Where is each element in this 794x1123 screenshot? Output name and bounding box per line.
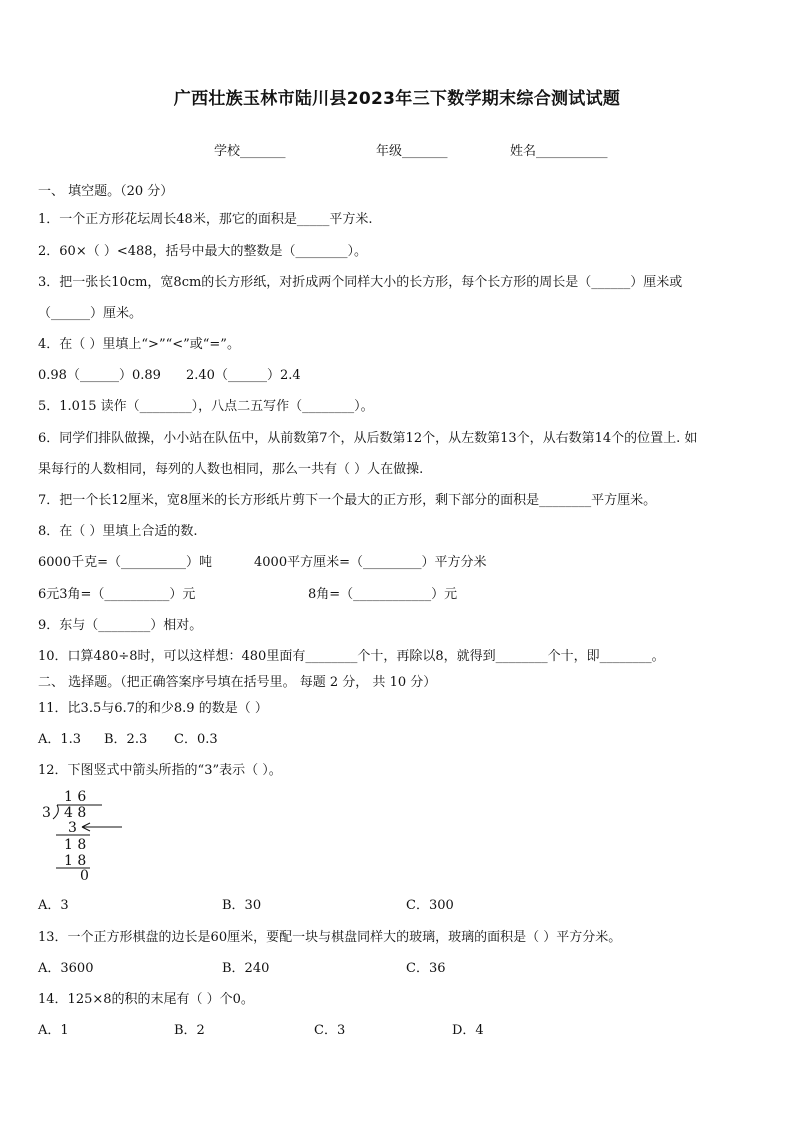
question-3-line-1: 3．把一张长10cm，宽8cm的长方形纸，对折成两个同样大小的长方形，每个长方形的周长是（______）厘米或 bbox=[38, 275, 683, 290]
question-8-item-c: 6元3角=（__________）元 bbox=[38, 587, 196, 602]
option-b: B．2.3 bbox=[104, 732, 148, 747]
division-remainder: 0 bbox=[80, 868, 89, 882]
long-division-figure bbox=[40, 786, 140, 882]
question-5: 5．1.015 读作（________），八点二五写作（________）。 bbox=[38, 399, 374, 414]
page-title: 广西壮族玉林市陆川县2023年三下数学期末综合测试试题 bbox=[173, 89, 621, 109]
option-c: C．36 bbox=[406, 961, 446, 976]
name-label: 姓名 bbox=[510, 144, 537, 159]
division-divisor: 3 bbox=[42, 805, 51, 821]
division-dividend: 4 8 bbox=[64, 805, 87, 821]
option-d: D．4 bbox=[452, 1023, 484, 1038]
option-a: A．1.3 bbox=[38, 732, 82, 747]
section-fill-blank: 一、 填空题。（20 分） bbox=[38, 184, 174, 199]
question-8: 8．在（ ）里填上合适的数. bbox=[38, 524, 198, 539]
question-2: 2．60×（ ）<488，括号中最大的整数是（________）。 bbox=[38, 244, 368, 259]
option-b: B．2 bbox=[174, 1023, 205, 1038]
school-blank: _______ bbox=[240, 144, 286, 159]
question-6-line-2: 果每行的人数相同，每列的人数也相同，那么一共有（ ）人在做操. bbox=[38, 462, 424, 477]
grade-label: 年级 bbox=[376, 144, 403, 159]
option-c: C．3 bbox=[314, 1023, 346, 1038]
option-a: A．3600 bbox=[38, 961, 94, 976]
question-4-item-b: 2.40（______）2.4 bbox=[186, 368, 301, 383]
option-c: C．0.3 bbox=[174, 732, 218, 747]
question-7: 7．把一个长12厘米，宽8厘米的长方形纸片剪下一个最大的正方形，剩下部分的面积是________平方厘米。 bbox=[38, 493, 657, 508]
question-13: 13．一个正方形棋盘的边长是60厘米，要配一块与棋盘同样大的玻璃，玻璃的面积是（ ）平方分米。 bbox=[38, 930, 622, 945]
question-8-item-d: 8角=（____________）元 bbox=[308, 587, 458, 602]
option-a: A．1 bbox=[38, 1023, 69, 1038]
question-1: 1．一个正方形花坛周长48米，那它的面积是_____平方米. bbox=[38, 212, 373, 227]
question-3-line-2: （______）厘米。 bbox=[38, 306, 143, 321]
question-4-item-a: 0.98（______）0.89 bbox=[38, 368, 161, 383]
question-6-line-1: 6．同学们排队做操，小小站在队伍中，从前数第7个，从后数第12个，从左数第13个，从右数第14个的位置上. 如 bbox=[38, 431, 698, 446]
grade-blank: _______ bbox=[402, 144, 448, 159]
name-field bbox=[510, 140, 608, 159]
question-10: 10．口算480÷8时，可以这样想：480里面有________个十，再除以8，就得到________个十，即________。 bbox=[38, 649, 665, 664]
division-quotient: 1 6 bbox=[64, 789, 87, 805]
division-step-3: 1 8 bbox=[64, 853, 87, 869]
question-12: 12．下图竖式中箭头所指的“3”表示（ ）。 bbox=[38, 763, 282, 778]
division-bracket-curve bbox=[53, 805, 58, 819]
question-4: 4．在（ ）里填上“>”“<”或“=”。 bbox=[38, 337, 240, 352]
option-b: B．30 bbox=[222, 898, 262, 913]
question-8-item-a: 6000千克=（__________）吨 bbox=[38, 555, 212, 570]
question-14: 14．125×8的积的末尾有（ ）个0。 bbox=[38, 992, 254, 1007]
section-choice: 二、 选择题。（把正确答案序号填在括号里。 每题 2 分， 共 10 分） bbox=[38, 675, 437, 690]
division-step-2: 1 8 bbox=[64, 837, 87, 853]
school-label: 学校 bbox=[214, 144, 241, 159]
division-step-1: 3 bbox=[68, 820, 77, 836]
name-blank: ___________ bbox=[536, 144, 608, 159]
question-9: 9．东与（________）相对。 bbox=[38, 618, 203, 633]
option-b: B．240 bbox=[222, 961, 270, 976]
grade-field bbox=[376, 140, 448, 159]
option-c: C．300 bbox=[406, 898, 454, 913]
question-11: 11．比3.5与6.7的和少8.9 的数是（ ） bbox=[38, 701, 268, 716]
option-a: A．3 bbox=[38, 898, 69, 913]
question-8-item-b: 4000平方厘米=（_________）平方分米 bbox=[254, 555, 487, 570]
school-field bbox=[214, 140, 286, 159]
